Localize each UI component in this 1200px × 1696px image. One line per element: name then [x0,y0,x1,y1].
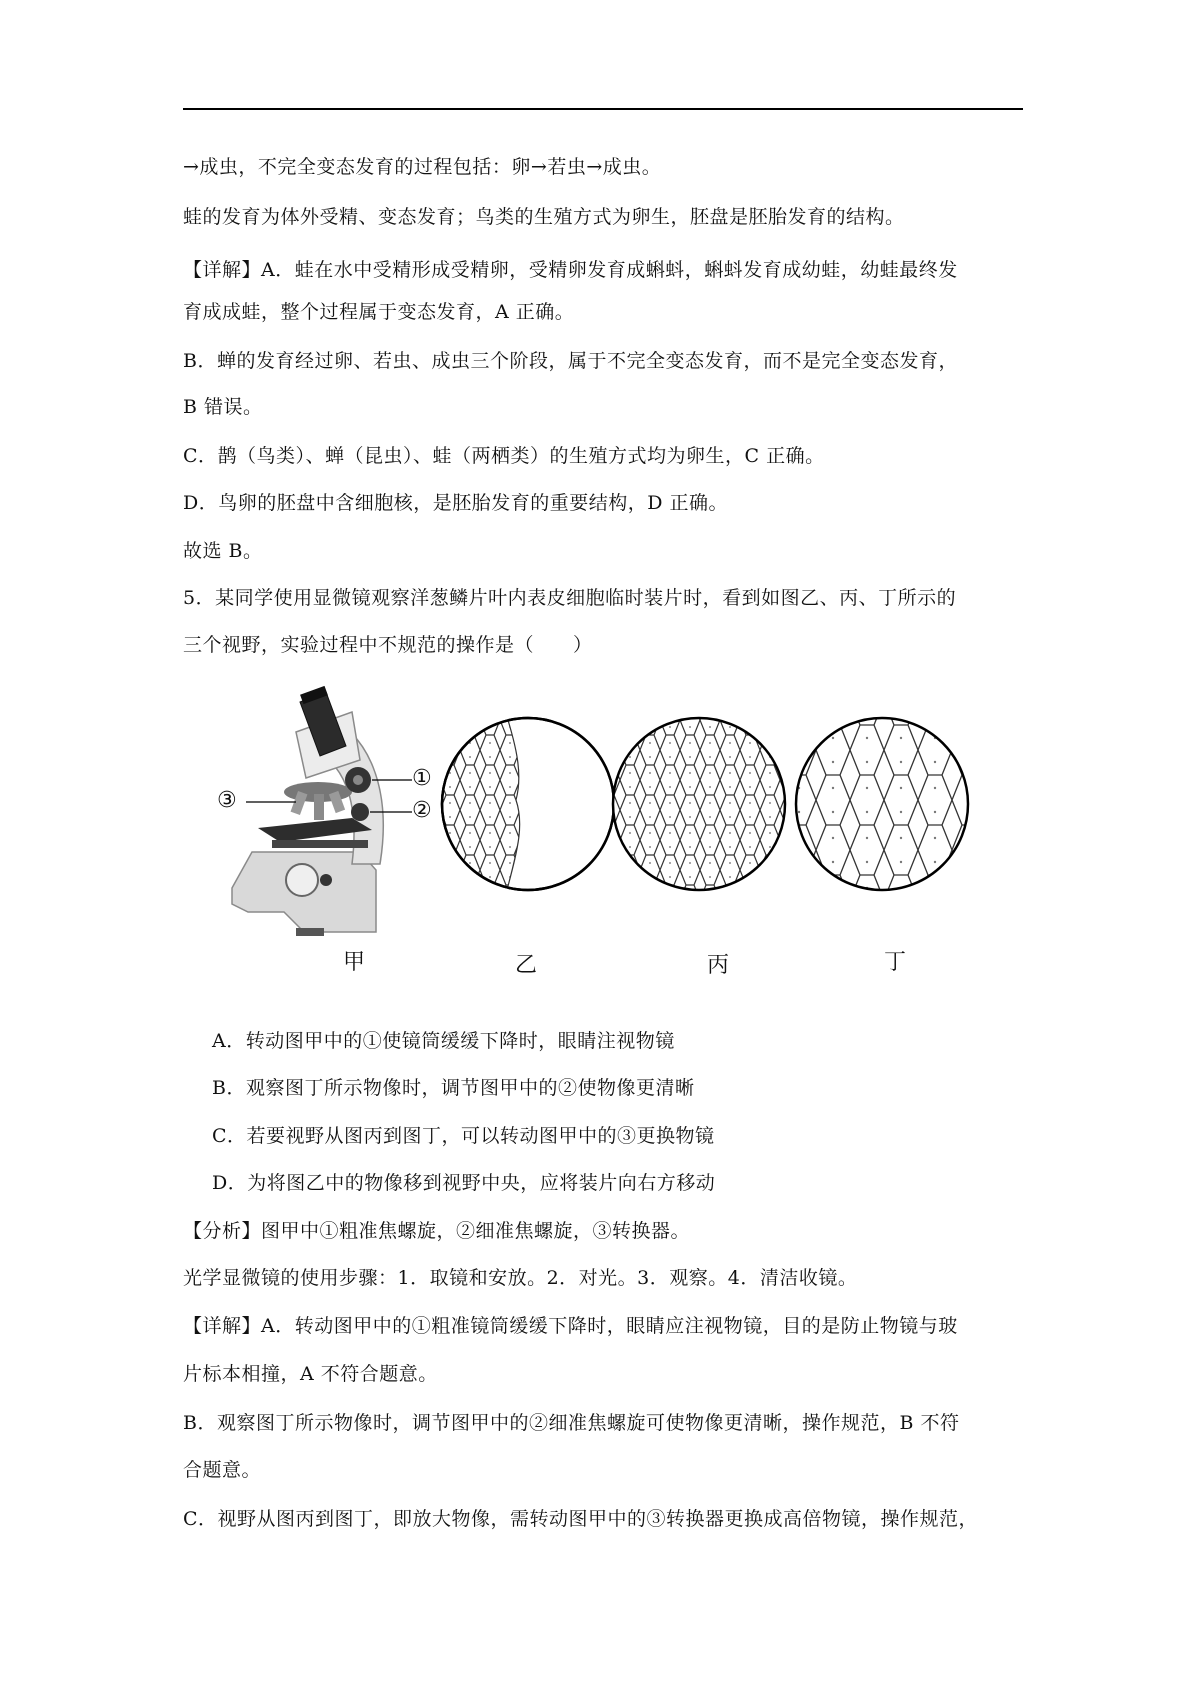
question-5-text: 5．某同学使用显微镜观察洋葱鳞片叶内表皮细胞临时装片时，看到如图乙、丙、丁所示的 [183,587,957,609]
caption-ding: 丁 [884,950,907,975]
analysis-line: 合题意。 [183,1459,262,1481]
header-rule [183,108,1023,110]
text-line: 故选 B。 [183,540,263,562]
analysis-line: 光学显微镜的使用步骤：1．取镜和安放。2．对光。3．观察。4．清洁收镜。 [183,1267,858,1289]
text-line: B 错误。 [183,396,263,418]
analysis-line: 【详解】A．转动图甲中的①粗准镜筒缓缓下降时，眼睛应注视物镜，目的是防止物镜与玻 [183,1315,958,1337]
analysis-line: 【分析】图甲中①粗准焦螺旋，②细准焦螺旋，③转换器。 [183,1220,691,1242]
question-5-text: 三个视野，实验过程中不规范的操作是（ ） [183,634,593,656]
analysis-line: 片标本相撞，A 不符合题意。 [183,1363,438,1385]
analysis-line: B．观察图丁所示物像时，调节图甲中的②细准焦螺旋可使物像更清晰，操作规范，B 不符 [183,1412,960,1434]
option-d: D．为将图乙中的物像移到视野中央，应将装片向右方移动 [212,1172,716,1194]
field-of-view-bing [600,700,800,910]
text-line: 育成成蛙，整个过程属于变态发育，A 正确。 [183,301,575,323]
text-line: 蛙的发育为体外受精、变态发育；鸟类的生殖方式为卵生，胚盘是胚胎发育的结构。 [183,206,905,228]
text-line: B．蝉的发育经过卵、若虫、成虫三个阶段，属于不完全变态发育，而不是完全变态发育， [183,350,958,372]
field-of-view-yi [440,700,614,910]
marker-1: ① [412,766,432,791]
caption-bing: 丙 [707,953,730,978]
option-b: B．观察图丁所示物像时，调节图甲中的②使物像更清晰 [212,1077,695,1099]
option-a: A．转动图甲中的①使镜筒缓缓下降时，眼睛注视物镜 [212,1030,675,1052]
caption-jia: 甲 [343,950,366,975]
text-line: C．鹊（鸟类）、蝉（昆虫）、蛙（两栖类）的生殖方式均为卵生，C 正确。 [183,445,825,467]
caption-yi: 乙 [515,953,538,978]
text-line: 【详解】A．蛙在水中受精形成受精卵，受精卵发育成蝌蚪，蝌蚪发育成幼蛙，幼蛙最终发 [183,259,958,281]
text-line: →成虫，不完全变态发育的过程包括：卵→若虫→成虫。 [183,156,662,178]
marker-3: ③ [217,788,237,813]
field-of-view-ding [780,700,990,910]
analysis-line: C．视野从图丙到图丁，即放大物像，需转动图甲中的③转换器更换成高倍物镜，操作规范， [183,1508,979,1530]
marker-2: ② [412,798,432,823]
text-line: D．鸟卵的胚盘中含细胞核，是胚胎发育的重要结构，D 正确。 [183,492,729,514]
microscope-drawing [232,686,383,936]
option-c: C．若要视野从图丙到图丁，可以转动图甲中的③更换物镜 [212,1125,715,1147]
